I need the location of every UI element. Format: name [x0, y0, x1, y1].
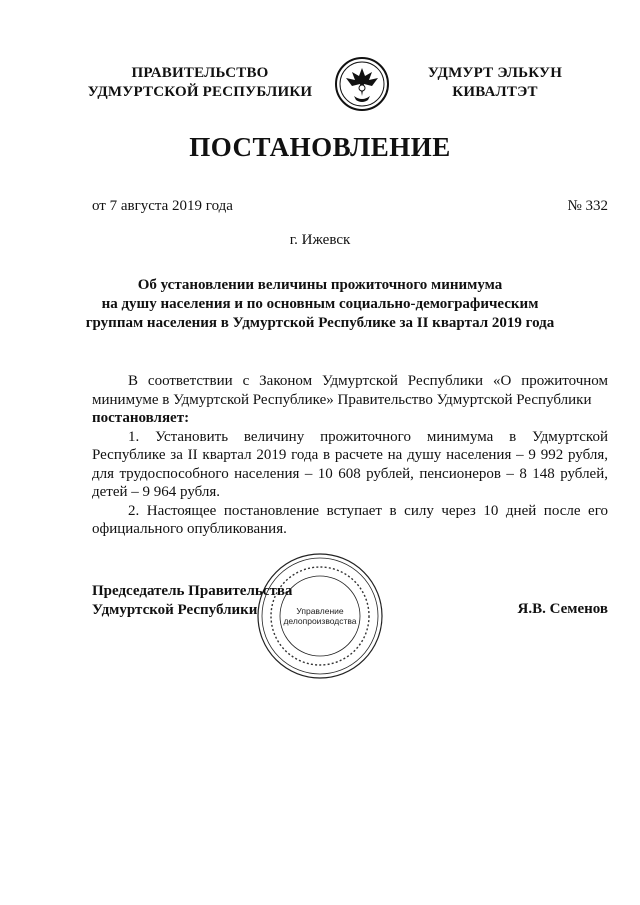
document-body: [92, 372, 608, 539]
subject-line3: группам населения в Удмуртской Республике за II квартал 2019 года: [85, 315, 555, 331]
header-right-line2: КИВАЛТЭТ: [452, 84, 538, 100]
subject-line1: Об установлении величины прожиточного минимума: [137, 277, 503, 293]
document-subject: [80, 276, 560, 333]
item-1: 1. Установить величину прожиточного минимума в Удмуртской Республике за II квартал 2019 года в расчете на душу населения – 9 992 рубля, для трудоспособного населения – 10 608 рублей, пенсионеров – 8 148 рублей, детей – 9 964 рубля.: [92, 428, 608, 500]
header-left-line1: ПРАВИТЕЛЬСТВО: [131, 65, 269, 81]
udmurt-coat-of-arms-icon: [334, 56, 390, 112]
seal-center-line2: делопроизводства: [283, 616, 357, 626]
header-right-line1: УДМУРТ ЭЛЬКУН: [427, 65, 563, 81]
document-title: ПОСТАНОВЛЕНИЕ: [189, 132, 451, 162]
decree-word: постановляет:: [92, 410, 190, 426]
signature-position-line2: Удмуртской Республики: [92, 602, 258, 618]
document-city: г. Ижевск: [289, 232, 351, 248]
item-2: 2. Настоящее постановление вступает в силу через 10 дней после его официального опубликования.: [92, 502, 608, 537]
header-left-line2: УДМУРТСКОЙ РЕСПУБЛИКИ: [87, 84, 313, 100]
signature-position: [92, 582, 292, 620]
seal-center-line1: Управление: [296, 606, 344, 616]
subject-line2: на душу населения и по основным социально-демографическим: [101, 296, 539, 312]
document-date: от 7 августа 2019 года: [92, 198, 233, 214]
signature-position-line1: Председатель Правительства: [92, 583, 293, 599]
document-number: № 332: [567, 198, 608, 214]
signatory-name: Я.В. Семенов: [517, 601, 608, 617]
header-right: [410, 64, 580, 102]
intro-paragraph: В соответствии с Законом Удмуртской Республики «О прожиточном минимуме в Удмуртской Республике» Правительство Удмуртской Республики: [92, 373, 608, 408]
header-left: [80, 64, 320, 102]
